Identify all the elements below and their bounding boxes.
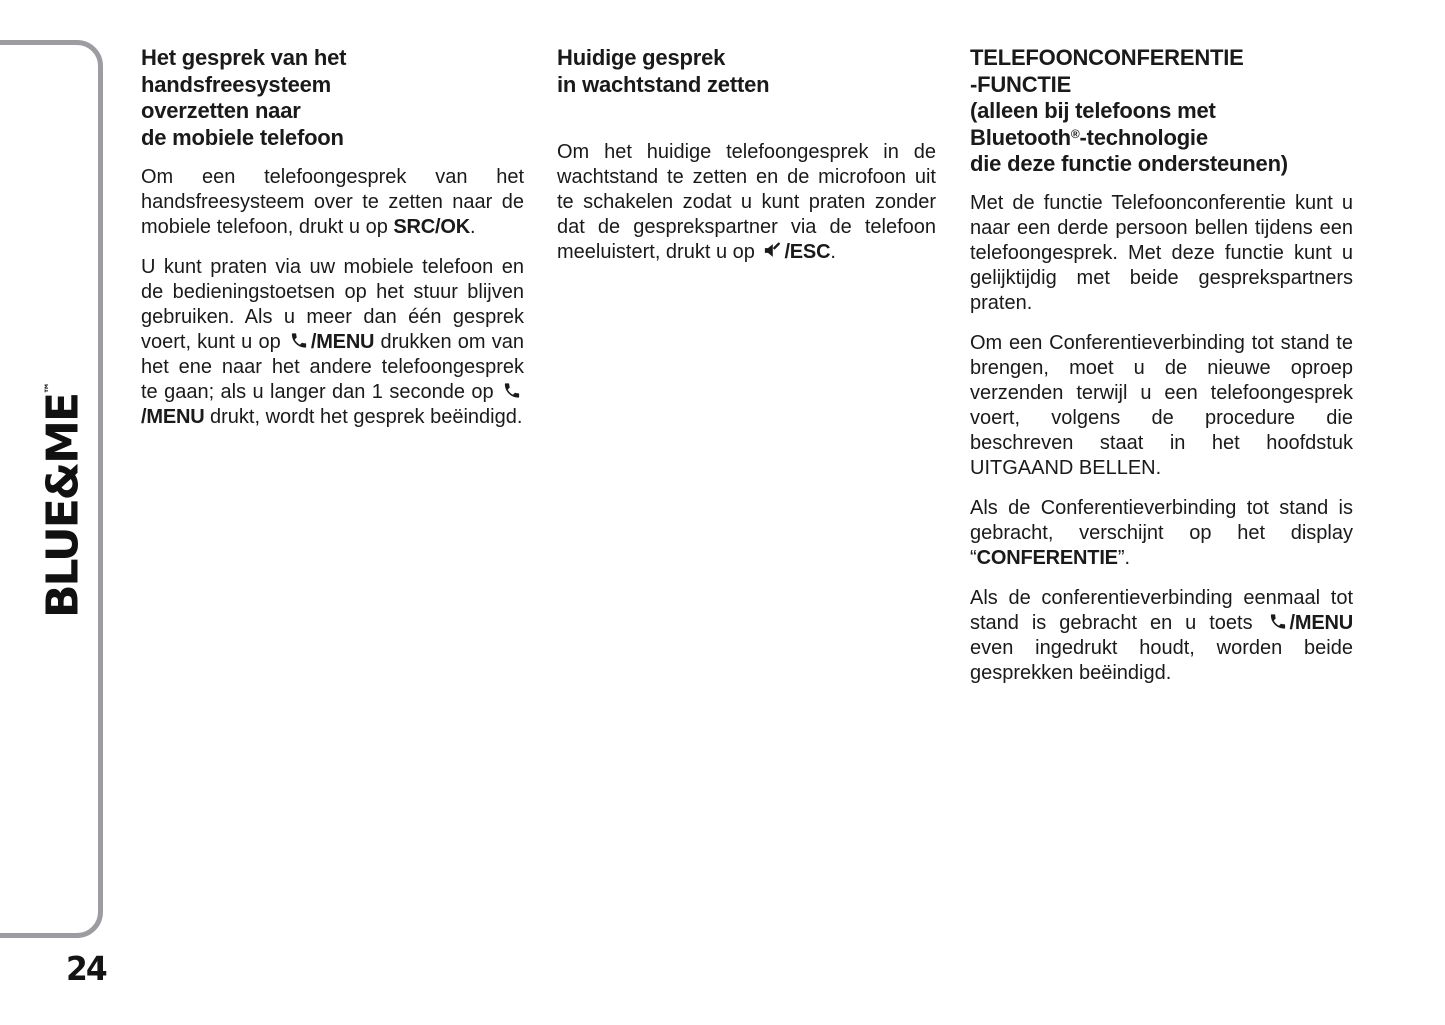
- key-label: /ESC: [784, 241, 831, 263]
- column-1-heading: [141, 45, 524, 151]
- text-run: U kunt praten via uw mobiele telefoon en de bedieningstoetsen op het stuur blijven gebruiken. Als u meer dan één gesprek voert, kunt u op: [141, 256, 524, 353]
- logo-wordmark: BLUE&ME: [37, 393, 89, 619]
- phone-handset-icon: [1267, 612, 1289, 631]
- heading-line: [557, 72, 936, 99]
- phone-handset-icon: [288, 331, 310, 350]
- column-hold-call: [557, 45, 936, 280]
- text-run: .: [469, 216, 476, 238]
- text-run: Het gesprek van het: [141, 45, 347, 70]
- phone-handset-icon: [501, 381, 523, 400]
- paragraph: [970, 496, 1353, 571]
- key-label: CONFERENTIE: [976, 546, 1118, 569]
- trademark-symbol: ™: [42, 381, 57, 394]
- column-1-body: [141, 165, 524, 430]
- column-conference-call: [970, 45, 1353, 701]
- blueme-logo-text: [38, 382, 89, 618]
- heading-line: [970, 125, 1353, 152]
- page-number: 24: [66, 949, 106, 988]
- paragraph: [141, 165, 524, 240]
- key-label: /MENU: [1289, 611, 1353, 634]
- heading-line: [141, 72, 524, 99]
- key-label: /MENU: [141, 406, 205, 428]
- heading-line: [970, 72, 1353, 99]
- text-run: TELEFOONCONFERENTIE: [970, 45, 1244, 70]
- blueme-logo: [22, 376, 104, 624]
- column-2-heading: [557, 45, 936, 98]
- key-label: /MENU: [310, 331, 375, 353]
- heading-line: [141, 98, 524, 125]
- heading-line: [557, 45, 936, 72]
- heading-line: [970, 151, 1353, 178]
- text-run: de mobiele telefoon: [141, 124, 344, 150]
- heading-line: [970, 45, 1353, 72]
- text-run: drukt, wordt het gesprek beëindigd.: [204, 406, 523, 428]
- text-run: .: [830, 241, 836, 263]
- column-2-body: [557, 140, 936, 265]
- column-3-body: [970, 191, 1353, 686]
- text-run: handsfreesysteem: [141, 71, 332, 97]
- text-run: overzetten naar: [141, 98, 301, 123]
- text-run: Om een Conferentieverbinding tot stand te brengen, moet u de nieuwe oproep verzenden terwijl u een telefoongesprek voert, volgens de procedure die beschreven staat in het hoofdstuk UITGAAND BELLEN.: [970, 331, 1353, 479]
- column-3-heading: [970, 45, 1353, 178]
- text-run: ”.: [1117, 546, 1131, 569]
- text-run: -technologie: [1079, 124, 1208, 150]
- text-run: Om het huidige telefoongesprek in de wachtstand te zetten en de microfoon uit te schakelen zodat u kunt praten zonder dat de gesprekspartner via de telefoon meeluistert, drukt u op: [557, 141, 936, 263]
- text-run: in wachtstand zetten: [557, 71, 770, 97]
- text-run: die deze functie ondersteunen): [970, 151, 1288, 176]
- heading-line: [970, 98, 1353, 125]
- text-run: Bluetooth: [970, 124, 1071, 150]
- registered-symbol: ®: [1070, 126, 1080, 141]
- paragraph: [970, 586, 1353, 686]
- text-run: Met de functie Telefoonconferentie kunt u naar een derde persoon bellen tijdens een telefoongesprek. Met deze functie kunt u gelijktijdig met beide gesprekspartners praten.: [970, 191, 1353, 314]
- heading-line: [141, 125, 524, 152]
- text-run: (alleen bij telefoons met: [970, 98, 1216, 123]
- text-run: even ingedrukt houdt, worden beide gesprekken beëindigd.: [970, 636, 1353, 684]
- mute-speaker-icon: [761, 241, 783, 260]
- text-run: Huidige gesprek: [557, 45, 726, 70]
- text-run: Als de Conferentieverbinding tot stand is gebracht, verschijnt op het display “: [970, 496, 1353, 569]
- paragraph: [970, 331, 1353, 481]
- text-run: -FUNCTIE: [970, 71, 1072, 97]
- heading-line: [141, 45, 524, 72]
- text-run: drukken om van het ene naar het andere telefoongesprek te gaan; als u langer dan 1 seconde op: [141, 331, 524, 403]
- text-run: Om een telefoongesprek van het handsfreesysteem over te zetten naar de mobiele telefoon, drukt u op: [141, 166, 524, 238]
- paragraph: [557, 140, 936, 265]
- key-label: SRC/OK: [393, 216, 470, 238]
- paragraph: [970, 191, 1353, 316]
- text-run: Als de conferentieverbinding eenmaal tot stand is gebracht en u toets: [970, 586, 1353, 634]
- column-transfer-call: [141, 45, 524, 445]
- paragraph: [141, 255, 524, 430]
